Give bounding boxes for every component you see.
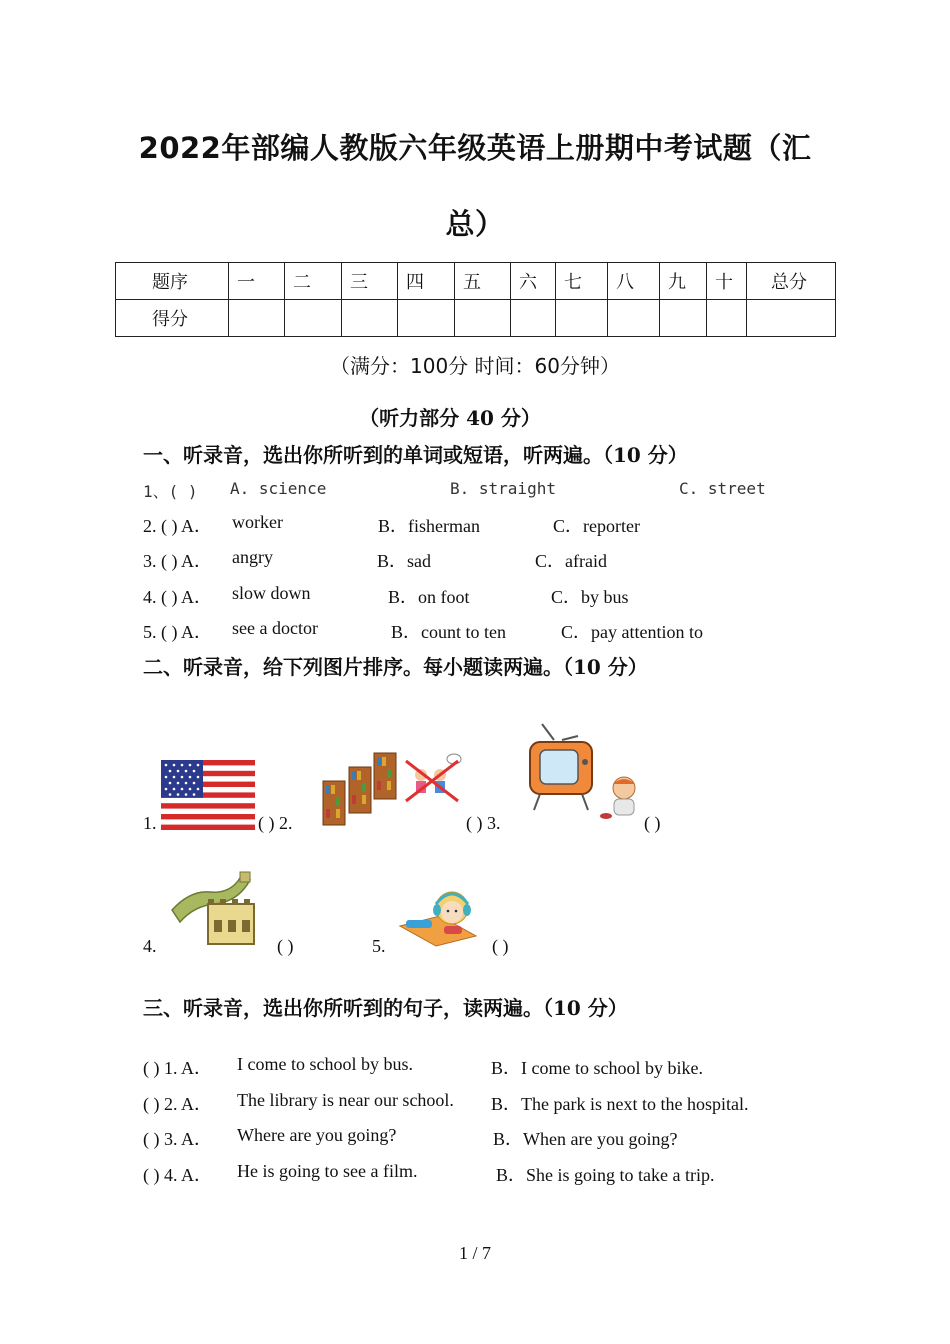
table-header-cell: 五 <box>455 263 511 300</box>
q-number: 4. ( ) A． <box>143 587 212 607</box>
score-table <box>115 262 836 337</box>
table-header-cell: 题序 <box>116 263 229 300</box>
q-option-a: slow down <box>232 583 311 603</box>
s3-option-a: The library is near our school. <box>237 1090 454 1110</box>
score-cell[interactable] <box>707 300 747 337</box>
table-header-cell: 六 <box>511 263 556 300</box>
table-header-cell: 八 <box>608 263 660 300</box>
picture-1-answer-blank[interactable]: ( ) 2. <box>258 813 293 833</box>
score-table-score-row <box>116 300 836 337</box>
q-option-c: C．by bus <box>551 587 629 607</box>
exam-info: （满分：100分 时间：60分钟） <box>330 354 620 378</box>
score-cell[interactable] <box>455 300 511 337</box>
page-title-continued: 总） <box>445 207 505 241</box>
table-header-cell: 四 <box>398 263 455 300</box>
q-option-a: worker <box>232 512 283 532</box>
s3-option-b: B．I come to school by bike. <box>491 1058 703 1078</box>
table-header-cell: 九 <box>660 263 707 300</box>
table-row-label: 得分 <box>116 300 229 337</box>
score-cell[interactable] <box>660 300 707 337</box>
q-option-b: B．fisherman <box>378 516 480 536</box>
picture-5-answer-blank[interactable]: ( ) <box>492 936 509 956</box>
q-option-c: C．reporter <box>553 516 640 536</box>
picture-3-answer-blank[interactable]: ( ) <box>644 813 661 833</box>
table-header-cell: 七 <box>556 263 608 300</box>
q1-option-a: A. science <box>230 479 327 498</box>
library-picture <box>320 745 465 829</box>
section1-heading: 一、听录音，选出你所听到的单词或短语，听两遍。（10 分） <box>143 443 688 467</box>
score-cell[interactable] <box>608 300 660 337</box>
table-header-cell: 十 <box>707 263 747 300</box>
q-option-a: angry <box>232 547 273 567</box>
q-option-a: see a doctor <box>232 618 318 638</box>
listening-girl-picture <box>396 886 480 948</box>
score-cell[interactable] <box>511 300 556 337</box>
tv-picture <box>522 722 652 827</box>
s3-option-a: I come to school by bus. <box>237 1054 413 1074</box>
q-number: 3. ( ) A． <box>143 551 212 571</box>
q-number: 5. ( ) A． <box>143 622 212 642</box>
table-header-cell: 一 <box>229 263 285 300</box>
q-option-b: B．on foot <box>388 587 470 607</box>
score-cell[interactable] <box>398 300 455 337</box>
section2-heading: 二、听录音，给下列图片排序。每小题读两遍。（10 分） <box>143 655 648 679</box>
table-header-cell: 二 <box>285 263 342 300</box>
picture-4-answer-blank[interactable]: ( ) <box>277 936 294 956</box>
s3-option-a: Where are you going? <box>237 1125 397 1145</box>
picture-4-number: 4. <box>143 936 157 956</box>
page-title: 2022年部编人教版六年级英语上册期中考试题（汇 <box>138 131 812 165</box>
s3-option-b: B．The park is next to the hospital. <box>491 1094 749 1114</box>
score-cell[interactable] <box>229 300 285 337</box>
picture-1-number: 1. <box>143 813 157 833</box>
s3-option-b: B．She is going to take a trip. <box>496 1165 715 1185</box>
q-option-c: C．afraid <box>535 551 607 571</box>
s3-option-a: He is going to see a film. <box>237 1161 418 1181</box>
s3-q-number: ( ) 3. A． <box>143 1129 212 1149</box>
q-option-c: C．pay attention to <box>561 622 703 642</box>
s3-option-b: B．When are you going? <box>493 1129 678 1149</box>
great-wall-picture <box>170 870 260 948</box>
score-cell[interactable] <box>747 300 836 337</box>
score-cell[interactable] <box>285 300 342 337</box>
q1-option-b: B. straight <box>450 479 556 498</box>
table-header-cell: 三 <box>342 263 398 300</box>
picture-5-number: 5. <box>372 936 386 956</box>
q-option-b: B．sad <box>377 551 431 571</box>
q1-option-c: C. street <box>679 479 766 498</box>
q-number: 2. ( ) A． <box>143 516 212 536</box>
us-flag-picture <box>161 760 255 830</box>
q-option-b: B．count to ten <box>391 622 506 642</box>
table-header-cell: 总分 <box>747 263 836 300</box>
section3-heading: 三、听录音，选出你所听到的句子，读两遍。（10 分） <box>143 996 628 1020</box>
q1-number: 1、( ) <box>143 482 198 501</box>
listening-header: （听力部分 40 分） <box>359 406 541 430</box>
score-table-header-row <box>116 263 836 300</box>
s3-q-number: ( ) 1. A． <box>143 1058 212 1078</box>
picture-2-answer-blank[interactable]: ( ) 3. <box>466 813 501 833</box>
score-cell[interactable] <box>342 300 398 337</box>
page-number: 1 / 7 <box>458 1243 491 1263</box>
score-cell[interactable] <box>556 300 608 337</box>
s3-q-number: ( ) 2. A． <box>143 1094 212 1114</box>
s3-q-number: ( ) 4. A． <box>143 1165 212 1185</box>
